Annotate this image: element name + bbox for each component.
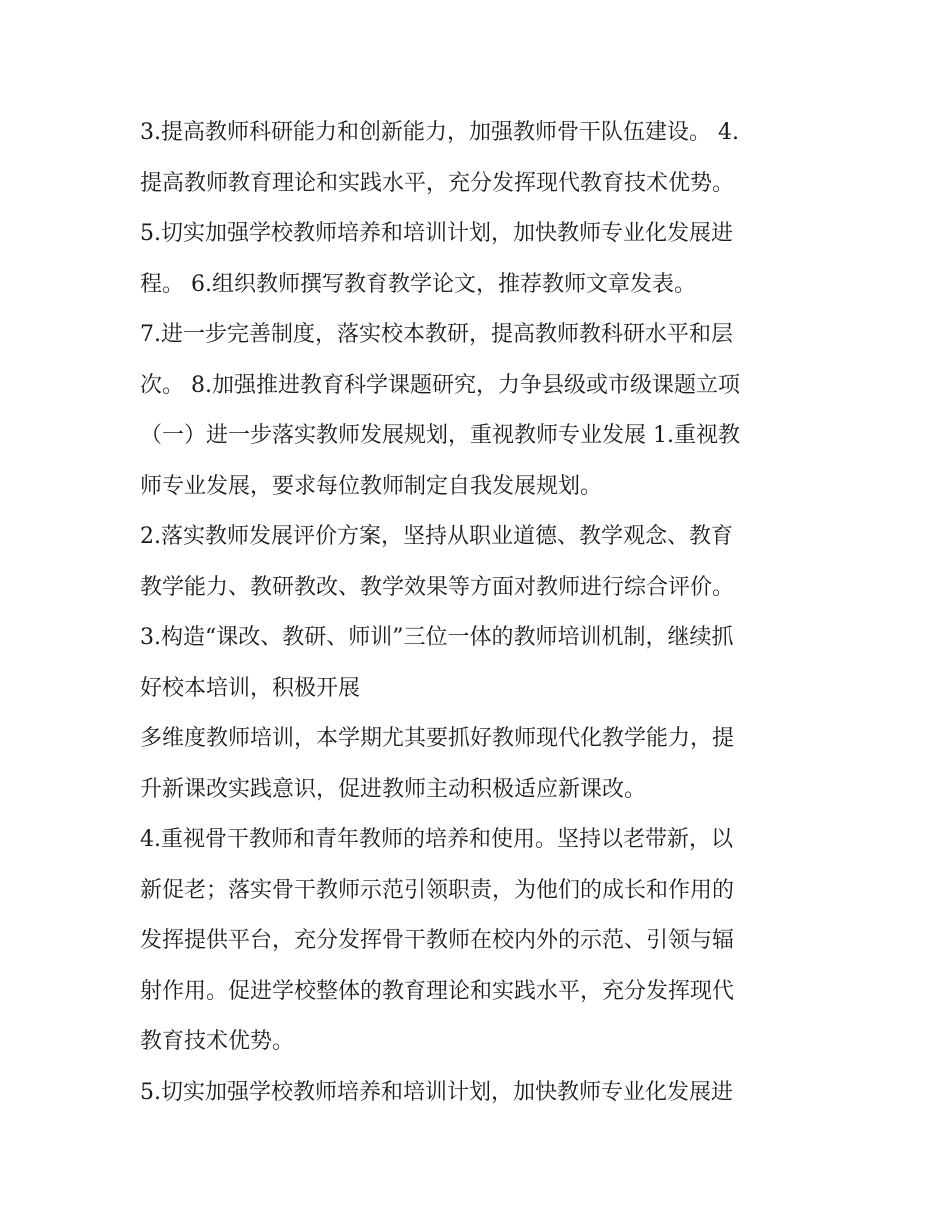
text-line: 3.提高教师科研能力和创新能力，加强教师骨干队伍建设。 4.: [140, 120, 739, 145]
text-line: 好校本培训，积极开展: [140, 675, 361, 701]
text-line: 教学能力、教研教改、教学效果等方面对教师进行综合评价。: [140, 574, 735, 600]
text-line: 次。 8.加强推进教育科学课题研究，力争县级或市级课题立项: [140, 372, 740, 398]
text-line: 5.切实加强学校教师培养和培训计划，加快教师专业化发展进: [140, 1079, 733, 1105]
text-line: 7.进一步完善制度，落实校本教研，提高教师教科研水平和层: [140, 322, 733, 347]
text-line: 升新课改实践意识，促进教师主动积极适应新课改。: [140, 776, 647, 802]
text-line: 5.切实加强学校教师培养和培训计划，加快教师专业化发展进: [140, 221, 733, 246]
text-line: （一）进一步落实教师发展规划，重视教师专业发展 1.重视教: [140, 423, 740, 448]
text-line: 发挥提供平台，充分发挥骨干教师在校内外的示范、引领与辐: [140, 928, 735, 953]
text-line: 3.构造“课改、教研、师训”三位一体的教师培训机制，继续抓: [140, 625, 734, 650]
document-body: [140, 108, 820, 1118]
text-line: 4.重视骨干教师和青年教师的培养和使用。坚持以老带新，以: [140, 827, 733, 852]
text-line: 提高教师教育理论和实践水平，充分发挥现代教育技术优势。: [140, 170, 735, 196]
text-line: 教育技术优势。: [140, 1029, 295, 1054]
text-line: 程。 6.组织教师撰写教育教学论文，推荐教师文章发表。: [140, 271, 696, 297]
text-line: 射作用。促进学校整体的教育理论和实践水平，充分发挥现代: [140, 978, 735, 1004]
text-line: 2.落实教师发展评价方案，坚持从职业道德、教学观念、教育: [140, 524, 733, 549]
text-line: 新促老；落实骨干教师示范引领职责，为他们的成长和作用的: [140, 877, 735, 903]
text-line: 多维度教师培训，本学期尤其要抓好教师现代化教学能力，提: [140, 726, 735, 751]
text-line: 师专业发展，要求每位教师制定自我发展规划。: [140, 473, 603, 499]
